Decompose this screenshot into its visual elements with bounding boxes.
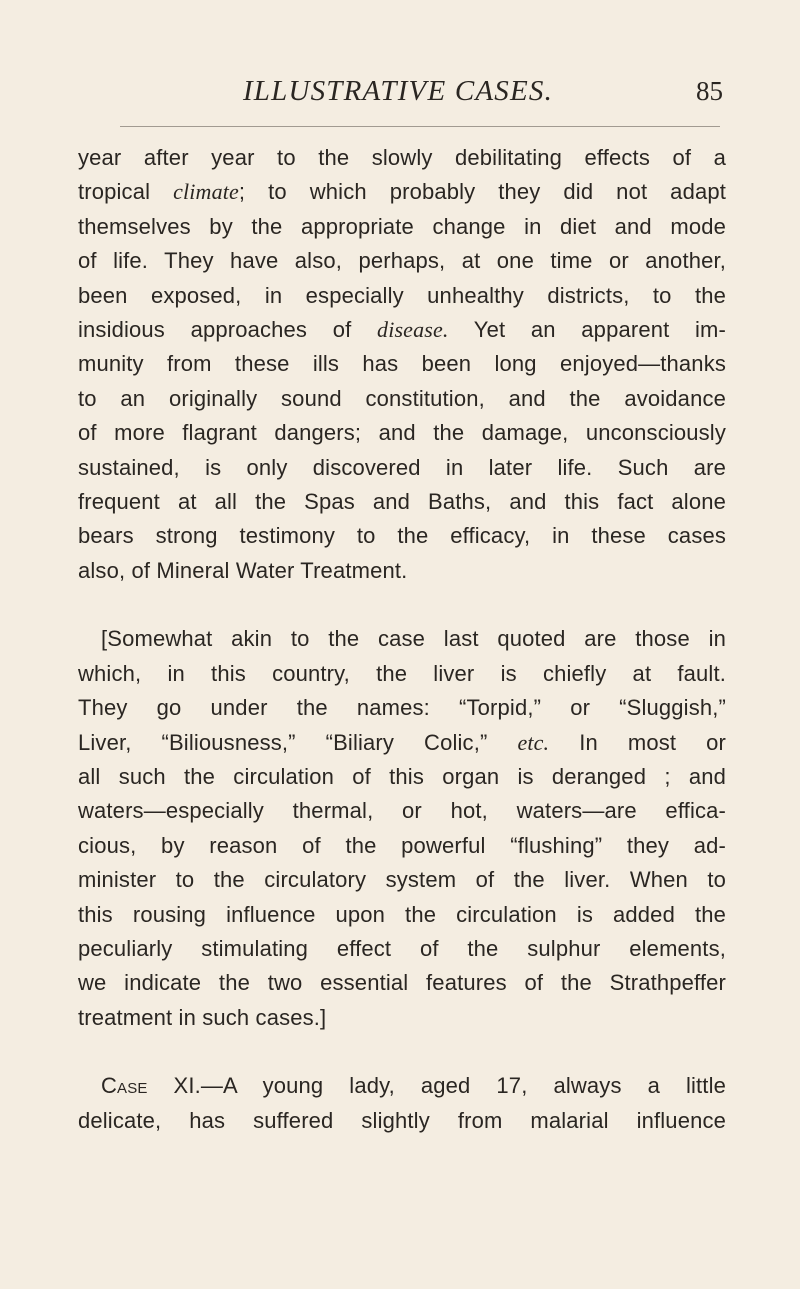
- text-line: They go under the names: “Torpid,” or “Sluggish,”: [78, 695, 726, 721]
- case-label: Case XI.: [101, 1073, 201, 1099]
- text-line: also, of Mineral Water Treatment.: [78, 557, 408, 583]
- text-line: waters—especially thermal, or hot, waters—are effica-: [78, 798, 726, 824]
- running-head: [78, 70, 723, 112]
- text-line: Liver, “Biliousness,” “Biliary Colic,” etc. In most or: [78, 729, 726, 755]
- text-line: been exposed, in especially unhealthy districts, to the: [78, 282, 726, 308]
- running-title: ILLUSTRATIVE CASES.: [242, 75, 554, 107]
- text-line: bears strong testimony to the efficacy, in these cases: [78, 523, 726, 549]
- text-line: tropical climate; to which probably they did not adapt: [78, 179, 726, 205]
- paragraph-gap: [78, 1035, 726, 1069]
- text-line: we indicate the two essential features of the Strathpeffer: [78, 970, 726, 996]
- paragraph-1: [78, 141, 726, 588]
- italic-word: etc.: [517, 729, 550, 755]
- text-line: of life. They have also, perhaps, at one time or another,: [78, 248, 726, 274]
- text-line: munity from these ills has been long enjoyed—thanks: [78, 351, 726, 377]
- italic-word: climate: [173, 179, 239, 205]
- text-line: [Somewhat akin to the case last quoted are those in: [101, 626, 726, 652]
- text-line: treatment in such cases.]: [78, 1004, 327, 1030]
- page-number: 85: [696, 76, 723, 106]
- text-line: themselves by the appropriate change in diet and mode: [78, 213, 726, 239]
- text-line: to an originally sound constitution, and the avoidance: [78, 385, 726, 411]
- text-line: sustained, is only discovered in later life. Such are: [78, 454, 726, 480]
- text-line: of more flagrant dangers; and the damage, unconsciously: [78, 420, 726, 446]
- text-line: frequent at all the Spas and Baths, and this fact alone: [78, 489, 726, 515]
- paragraph-gap: [78, 588, 726, 622]
- header-rule: [120, 126, 720, 127]
- text-line: Case XI.—A young lady, aged 17, always a little: [101, 1073, 726, 1099]
- paragraph-2: [78, 622, 726, 1035]
- text-line: cious, by reason of the powerful “flushing” they ad-: [78, 832, 726, 858]
- text-line: delicate, has suffered slightly from malarial influence: [78, 1107, 726, 1133]
- text-line: which, in this country, the liver is chiefly at fault.: [78, 660, 726, 686]
- paragraph-3: [78, 1069, 726, 1138]
- text-line: peculiarly stimulating effect of the sulphur elements,: [78, 935, 726, 961]
- text-line: this rousing influence upon the circulation is added the: [78, 901, 726, 927]
- text-line: year after year to the slowly debilitating effects of a: [78, 145, 726, 170]
- text-line: minister to the circulatory system of the liver. When to: [78, 867, 726, 893]
- body-text: [78, 141, 726, 1138]
- text-line: all such the circulation of this organ is deranged ; and: [78, 763, 726, 789]
- italic-word: disease.: [377, 317, 449, 343]
- text-line: insidious approaches of disease. Yet an apparent im-: [78, 317, 726, 343]
